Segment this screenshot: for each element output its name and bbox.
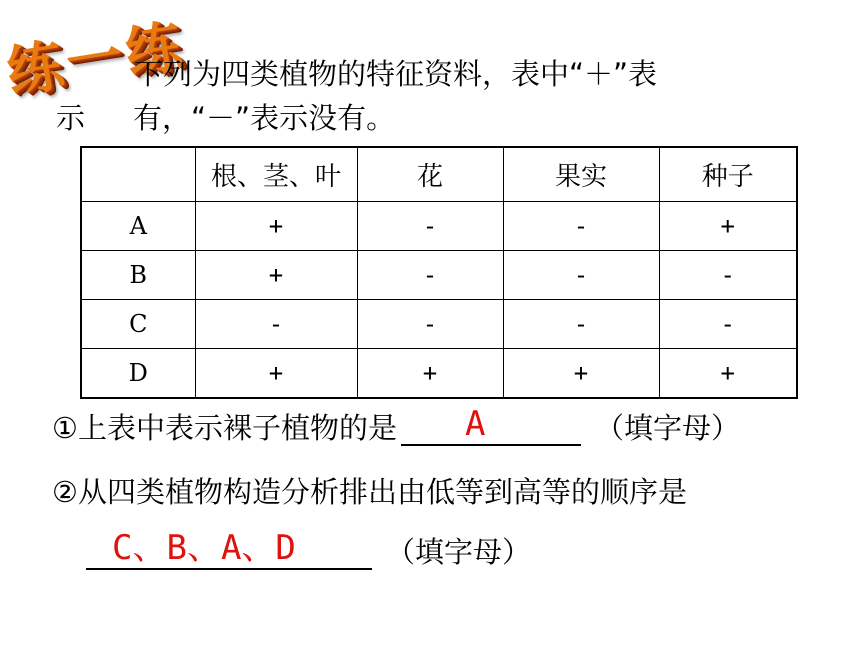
table-cell: +: [195, 202, 357, 251]
practice-badge: 练一练: [2, 12, 191, 107]
row-label: B: [81, 251, 195, 300]
question-1-suffix: （填字母）: [595, 411, 741, 445]
question-2-prompt: ②从四类植物构造分析排出由低等到高等的顺序是: [52, 475, 687, 509]
header-cell-roots-stems-leaves: 根、茎、叶: [195, 147, 357, 202]
table-header-row: [81, 147, 797, 202]
table-cell: +: [503, 349, 659, 399]
row-label: A: [81, 202, 195, 251]
table-cell: +: [357, 349, 503, 399]
table-row: [81, 349, 797, 399]
table-cell: -: [357, 300, 503, 349]
question-2-answer-line: [86, 528, 531, 576]
row-label: C: [81, 300, 195, 349]
table-cell: +: [659, 202, 797, 251]
header-cell-empty: [81, 147, 195, 202]
intro-line-2-start: 示: [56, 101, 86, 135]
table-row: [81, 202, 797, 251]
question-2-suffix: （填字母）: [386, 535, 532, 569]
header-cell-fruit: 果实: [503, 147, 659, 202]
intro-text: [56, 52, 816, 140]
row-label: D: [81, 349, 195, 399]
question-1-answer-blank[interactable]: [401, 404, 581, 446]
question-1-prompt: ①上表中表示裸子植物的是: [52, 411, 397, 445]
header-cell-flower: 花: [357, 147, 503, 202]
table-cell: +: [659, 349, 797, 399]
table-row: [81, 300, 797, 349]
plant-traits-table: [80, 146, 798, 399]
table-cell: -: [357, 251, 503, 300]
table-cell: -: [503, 251, 659, 300]
table-cell: +: [195, 251, 357, 300]
question-2-answer: C、B、A、D: [112, 528, 296, 568]
table-cell: -: [503, 300, 659, 349]
table-cell: +: [195, 349, 357, 399]
question-2: [52, 468, 687, 516]
intro-line-2: [56, 96, 816, 140]
table-cell: -: [659, 251, 797, 300]
table-row: [81, 251, 797, 300]
table-cell: -: [659, 300, 797, 349]
header-cell-seed: 种子: [659, 147, 797, 202]
table-cell: -: [195, 300, 357, 349]
question-2-answer-blank[interactable]: [86, 528, 372, 570]
intro-line-2-end: 有，“－”表示没有。: [133, 101, 396, 135]
table-cell: -: [357, 202, 503, 251]
question-1: [52, 404, 740, 452]
table-cell: -: [503, 202, 659, 251]
intro-line-1: 下列为四类植物的特征资料，表中“＋”表: [134, 57, 658, 91]
question-1-answer: A: [465, 404, 486, 444]
